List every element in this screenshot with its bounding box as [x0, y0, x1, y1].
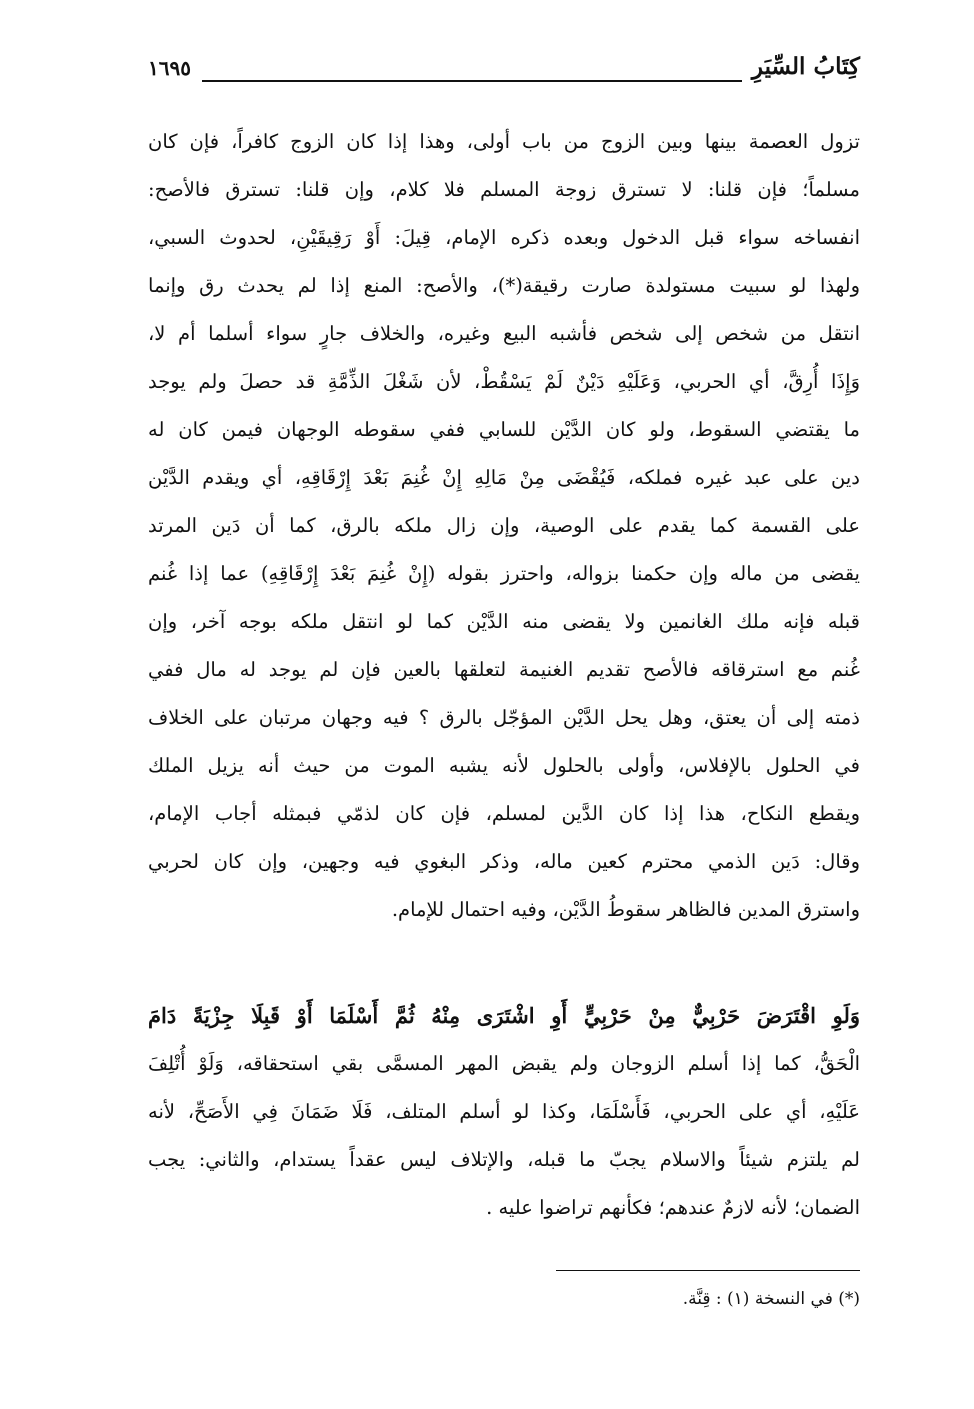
text-line: عَلَيْهِ، أي على الحربي، فَأَسْلَمَا، وكذا لو أسلم المتلف، فَلَا ضَمَانَ فِي الأَصَحِّ، لأنه: [148, 1100, 860, 1123]
book-title: كِتَابُ السِّيَرِ: [751, 53, 860, 80]
text-line: في الحلول بالإفلاس، وأولى بالحلول لأنه يشبه الموت من حيث أنه يزيل الملك: [148, 754, 860, 777]
footnote-rule: [556, 1270, 860, 1271]
header-rule: [202, 80, 742, 82]
text-line: وَإِذَا أُرِقَّ، أي الحربي، وَعَلَيْهِ دَيْنٌ لَمْ يَسْقُطْ، لأن شَغْلَ الذِّمَّةِ قد حصلَ ولم يوجد: [148, 370, 860, 393]
running-header: [148, 52, 860, 86]
text-line: ذمته إلى أن يعتق، وهل يحل الدَّيْن المؤجّل بالرق ؟ فيه وجهان مرتبان على الخلاف: [148, 706, 860, 729]
text-line: ولهذا لو سبيت مستولدة صارت رقيقة(*)، والأصح: المنع إذا لم يحدث رق وإنما: [148, 274, 860, 297]
text-line: لم يلتزم شيئاً والاسلام يجبّ ما قبله، والإتلاف ليس عقداً يستدام، والثاني: يجب: [148, 1148, 860, 1171]
text-line: غُنم مع استرقاقه فالأصح تقديم الغنيمة لتعلقها بالعين فإن لم يوجد له مال ففي: [148, 658, 860, 681]
text-line: انفساخه سواء قبل الدخول وبعده ذكره الإمام، قِيلَ: أَوْ رَقِيقَيْنِ، لحدوث السبي،: [148, 226, 860, 249]
text-line: وقال: دَين الذمي محترم كعين ماله، وذكر البغوي فيه وجهين، وإن كان لحربي: [148, 850, 860, 873]
text-line: ما يقتضي السقوط، ولو كان الدَّيْن للسابي ففي سقوطه الوجهان فيمن كان له: [148, 418, 860, 441]
text-line: واسترق المدين فالظاهر سقوطُ الدَّيْن، وفيه احتمال للإمام.: [391, 898, 860, 921]
text-line: ويقطع النكاح، هذا إذا كان الدَّين لمسلم، فإن كان لذمّي فبمثله أجاب الإمام،: [148, 802, 860, 825]
text-line: الْحَقُّ، كما إذا أسلم الزوجان ولم يقبض المهر المسمَّى بقي استحقاقه، وَلَوْ أُتْلِفَ: [148, 1052, 860, 1075]
text-line: تزول العصمة بينها وبين الزوج من باب أولى، وهذا إذا كان الزوج كافراً، فإن كان: [148, 130, 860, 153]
text-line: دين على عبد غيره فملكه، فَيُقْضَى مِنْ مَالِهِ إِنْ غُنِمَ بَعْدَ إِرْقَاقِهِ، أي ويقدم الدَّيْن: [148, 466, 860, 489]
text-line: مسلماً؛ فإن قلنا: لا تسترق زوجة المسلم فلا كلام، وإن قلنا: تسترق فالأصح:: [148, 178, 860, 201]
page-number: ١٦٩٥: [148, 56, 191, 80]
paragraph-1: [148, 118, 860, 934]
text-line: يقضى من ماله وإن حكمنا بزواله، واحترز بقوله (إِنْ غُنِمَ بَعْدَ إِرْقَاقِهِ) عما إذا غُنم: [148, 562, 860, 585]
text-line: قبله فإنه ملك الغانمين ولا يقضى منه الدَّيْن كما لو انتقل ملكه بوجه آخر، وإن: [148, 610, 860, 633]
text-line: وَلَوِ اقْتَرَضَ حَرْبِيٌّ مِنْ حَرْبِيٍّ أَوِ اشْتَرَى مِنْهُ ثُمَّ أَسْلَمَا أَوْ قَبِلَا جِزْيَةً دَامَ: [148, 1003, 860, 1028]
footnote: (*) في النسخة (١) : قِنَّة.: [682, 1289, 860, 1309]
paragraph-2: [148, 992, 860, 1232]
text-line: الضمان؛ لأنه لازمٌ عندهم؛ فكأنهم تراضوا عليه .: [486, 1196, 860, 1219]
text-line: على القسمة كما يقدم على الوصية، وإن زال ملكه بالرق، كما أن دَين المرتد: [148, 514, 860, 537]
text-line: انتقل من شخص إلى شخص فأشبه البيع وغيره، والخلاف جارٍ سواء أسلما أم لا،: [148, 322, 860, 345]
